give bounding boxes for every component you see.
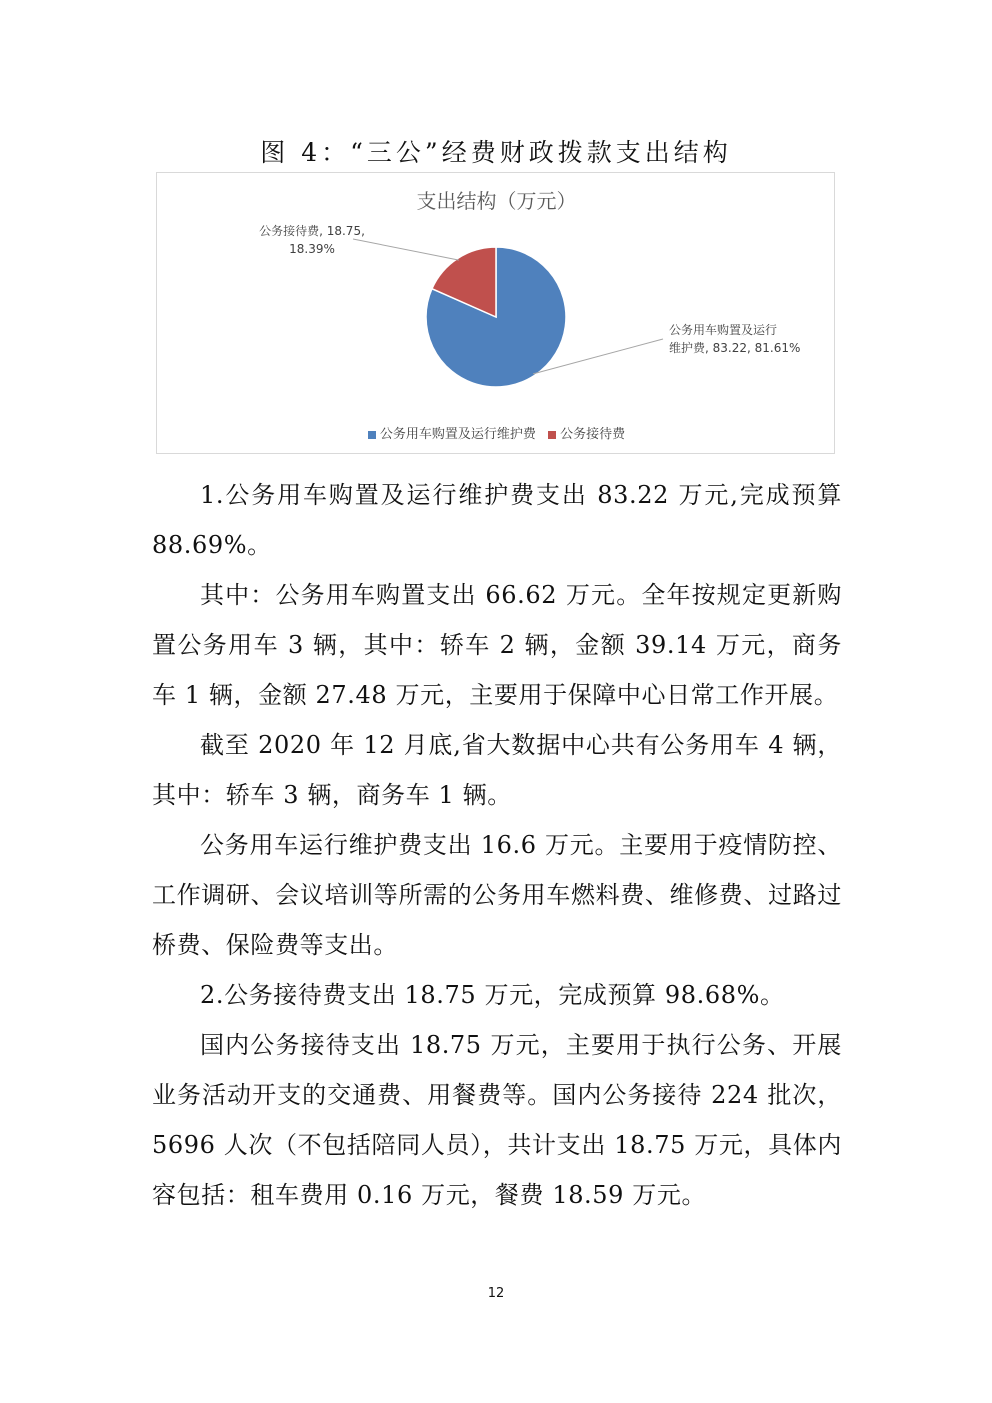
legend-item-vehicle xyxy=(368,427,536,442)
legend-swatch xyxy=(368,431,376,439)
body-text xyxy=(152,470,842,1220)
legend-label: 公务接待费 xyxy=(560,427,626,442)
paragraph: 1.公务用车购置及运行维护费支出 83.22 万元,完成预算 88.69%。 xyxy=(152,481,842,559)
paragraph: 国内公务接待支出 18.75 万元，主要用于执行公务、开展业务活动开支的交通费、用餐费等。国内公务接待 224 批次，5696 人次（不包括陪同人员），共计支出 18.75 万元，具体内容包括：租车费用 0.16 万元，餐费 18.59 万元。 xyxy=(152,1031,842,1209)
legend-swatch xyxy=(548,431,556,439)
paragraph: 2.公务接待费支出 18.75 万元，完成预算 98.68%。 xyxy=(200,981,785,1009)
leader-line xyxy=(353,239,459,260)
legend-item-reception xyxy=(548,427,625,442)
chart-legend xyxy=(157,423,836,442)
page-number: 12 xyxy=(487,1286,505,1301)
data-label: 公务接待费, 18.75, 18.39% xyxy=(259,224,365,256)
paragraph: 公务用车运行维护费支出 16.6 万元。主要用于疫情防控、工作调研、会议培训等所需的公务用车燃料费、维修费、过路过桥费、保险费等支出。 xyxy=(152,831,842,959)
legend-label: 公务用车购置及运行维护费 xyxy=(379,427,536,442)
pie-chart-svg xyxy=(157,173,836,455)
chart-title: 支出结构（万元） xyxy=(416,189,577,213)
pie-chart xyxy=(156,172,835,454)
paragraph: 截至 2020 年 12 月底,省大数据中心共有公务用车 4 辆，其中：轿车 3 辆，商务车 1 辆。 xyxy=(152,731,842,809)
paragraph: 其中：公务用车购置支出 66.62 万元。全年按规定更新购置公务用车 3 辆，其中：轿车 2 辆，金额 39.14 万元，商务车 1 辆，金额 27.48 万元，主要用于保障中心日常工作开展。 xyxy=(152,581,842,709)
figure-title: 图 4：“三公”经费财政拨款支出结构 xyxy=(260,138,732,167)
data-label: 公务用车购置及运行维护费, 83.22, 81.61% xyxy=(669,323,801,355)
